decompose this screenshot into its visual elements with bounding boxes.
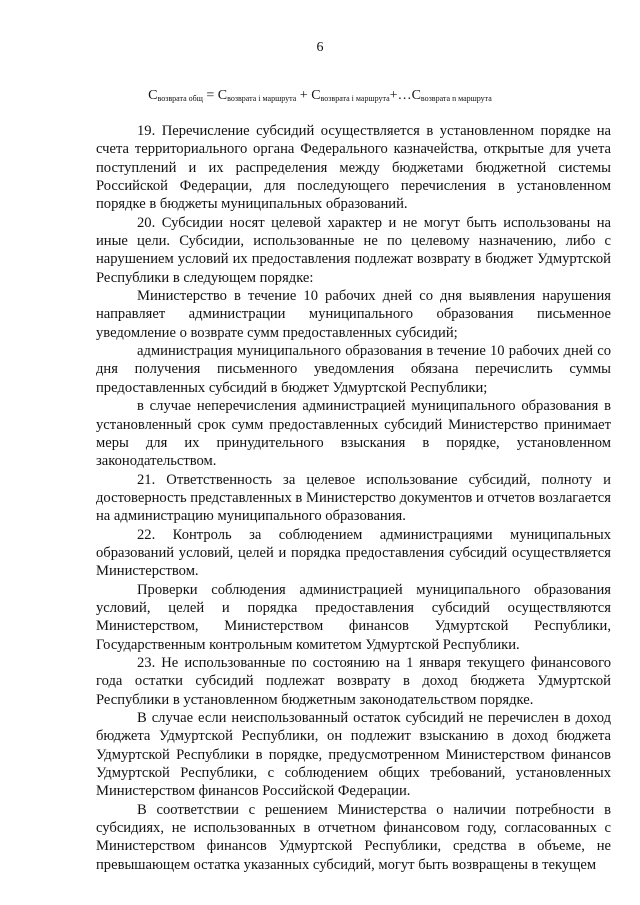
formula-plus-1: + (296, 88, 312, 103)
paragraph-ministry-notice: Министерство в течение 10 рабочих дней со дня выявления нарушения направляет администрации муниципального образования письменное уведомление о возврате сумм предоставленных субсидий; (96, 288, 611, 341)
formula-term-1: $С_{возврата i маршрута}$ (217, 88, 297, 103)
page-number: 6 (316, 40, 324, 55)
paragraph-item-22: 22. Контроль за соблюдением администрациями муниципальных образований условий, целей и порядка предоставления субсидий осуществляется Министерством. (96, 526, 611, 580)
paragraph-item-21: 21. Ответственность за целевое использование субсидий, полноту и достоверность представленных в Министерство документов и отчетов возлагается на администрацию муниципального образования. (96, 471, 611, 525)
paragraph-item-23: 23. Не использованные по состоянию на 1 января текущего финансового года остатки субсидий подлежат возврату в доход бюджета Удмуртской Республики в установленном бюджетным законодательством порядке. (96, 654, 611, 708)
paragraph-ministry-decision: В соответствии с решением Министерства о наличии потребности в субсидиях, не использованных в отчетном финансовом году, согласованных с Министерством финансов Удмуртской Республики, средства в объеме, не превышающем остатка указанных субсидий, могут быть возвращены в текущем (96, 801, 611, 873)
formula-lhs: $С_{возврата общ}$ (148, 88, 203, 103)
paragraph-unused-balance: В случае если неиспользованный остаток субсидий не перечислен в доход бюджета Удмуртской Республики, он подлежит взысканию в доход бюджета Удмуртской Республики в порядке, предусмотренном Министерством финансов Удмуртской Республики, с соблюдением общих требований, установленных Министерством финансов Российской Федерации. (96, 710, 611, 800)
formula-plus-2: +… (389, 88, 412, 103)
paragraph-inspections: Проверки соблюдения администрацией муниципального образования условий, целей и порядка предоставления субсидий осуществляются Министерством, Министерством финансов Удмуртской Республики, Государственным контрольным комитетом Удмуртской Республики. (96, 581, 611, 653)
formula-term-2: $С_{возврата i маршрута}$ (311, 88, 390, 103)
return-sum-formula (0, 88, 640, 104)
paragraph-item-20: 20. Субсидии носят целевой характер и не могут быть использованы на иные цели. Субсидии, использованные не по целевому назначению, либо с нарушением условий их предоставления подлежат возврату в бюджет Удмуртской Республики в следующем порядке: (96, 214, 611, 286)
formula-equals: = (202, 88, 218, 103)
document-body (96, 122, 611, 874)
formula-term-n: $С_{возврата n маршрута}$ (411, 88, 492, 103)
paragraph-forced-recovery: в случае неперечисления администрацией муниципального образования в установленный срок сумм предоставленных субсидий Министерство принимает меры для их принудительного взыскания в порядке, установленном законодательством. (96, 398, 611, 470)
paragraph-administration-transfer: администрация муниципального образования в течение 10 рабочих дней со дня получения письменного уведомления обязана перечислить суммы предоставленных субсидий в бюджет Удмуртской Республики; (96, 343, 611, 396)
paragraph-item-19: 19. Перечисление субсидий осуществляется в установленном порядке на счета территориального органа Федерального казначейства, открытые для учета поступлений и их распределения между бюджетами бюджетной системы Российской Федерации, для последующего перечисления в установленном порядке в бюджеты муниципальных образований. (96, 123, 611, 213)
